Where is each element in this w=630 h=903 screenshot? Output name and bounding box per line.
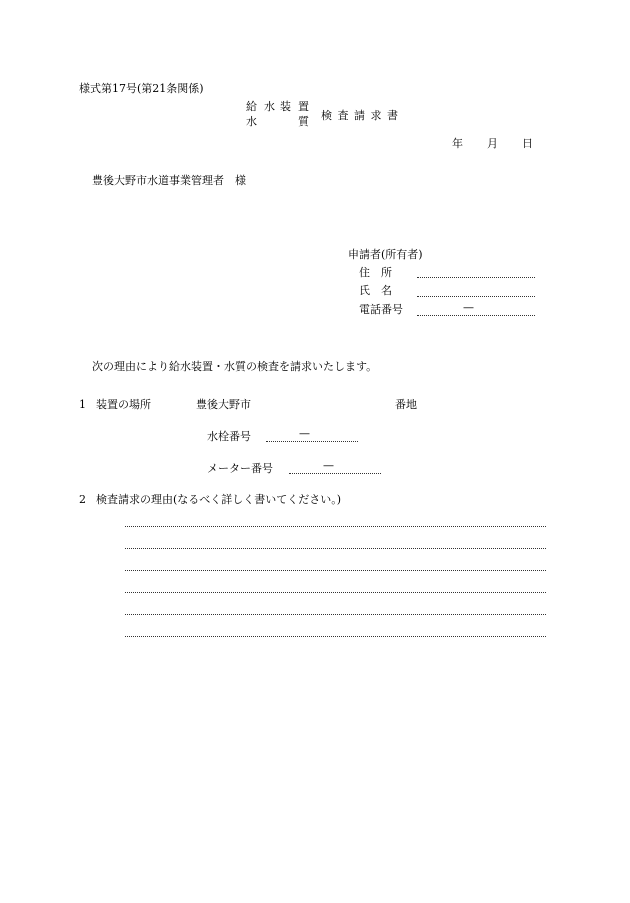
hydrant-dash: —: [299, 427, 310, 440]
reason-line[interactable]: [125, 592, 546, 593]
title-char: 給: [246, 100, 257, 113]
form-number: 様式第17号(第21条関係): [79, 82, 204, 95]
reason-line[interactable]: [125, 614, 546, 615]
title-char: 水: [246, 115, 257, 128]
location-city: 豊後大野市: [196, 398, 251, 411]
applicant-heading: 申請者(所有者): [348, 248, 423, 261]
reason-line[interactable]: [125, 548, 546, 549]
item2-label: 検査請求の理由(なるべく詳しく書いてください。): [96, 493, 342, 506]
address-field[interactable]: [417, 277, 535, 278]
date-year: 年: [452, 137, 463, 150]
title-char: 水: [264, 100, 275, 113]
name-field[interactable]: [417, 296, 535, 297]
phone-field[interactable]: [417, 315, 535, 316]
item1-label: 装置の場所: [96, 398, 151, 411]
title-char: 質: [298, 115, 309, 128]
title-char: 装: [280, 100, 291, 113]
document-title: 検 査 請 求 書: [321, 109, 399, 122]
hydrant-number-field[interactable]: [266, 441, 358, 442]
reason-line[interactable]: [125, 570, 546, 571]
reason-line[interactable]: [125, 526, 546, 527]
meter-label: メーター番号: [207, 462, 273, 475]
address-label: 住 所: [359, 266, 392, 279]
location-banchi: 番地: [395, 398, 417, 411]
date-day: 日: [522, 137, 533, 150]
hydrant-label: 水栓番号: [207, 430, 251, 443]
title-char: 置: [298, 100, 309, 113]
name-label: 氏 名: [359, 284, 392, 297]
meter-dash: —: [323, 459, 334, 472]
phone-label: 電話番号: [359, 303, 403, 316]
intro-text: 次の理由により給水装置・水質の検査を請求いたします。: [92, 360, 378, 373]
title-block: [246, 100, 310, 130]
meter-number-field[interactable]: [289, 473, 381, 474]
phone-dash: —: [463, 301, 474, 314]
reason-line[interactable]: [125, 636, 546, 637]
date-month: 月: [487, 137, 498, 150]
item1-number: 1: [79, 398, 86, 411]
addressee: 豊後大野市水道事業管理者 様: [92, 174, 246, 187]
item2-number: 2: [79, 493, 86, 506]
